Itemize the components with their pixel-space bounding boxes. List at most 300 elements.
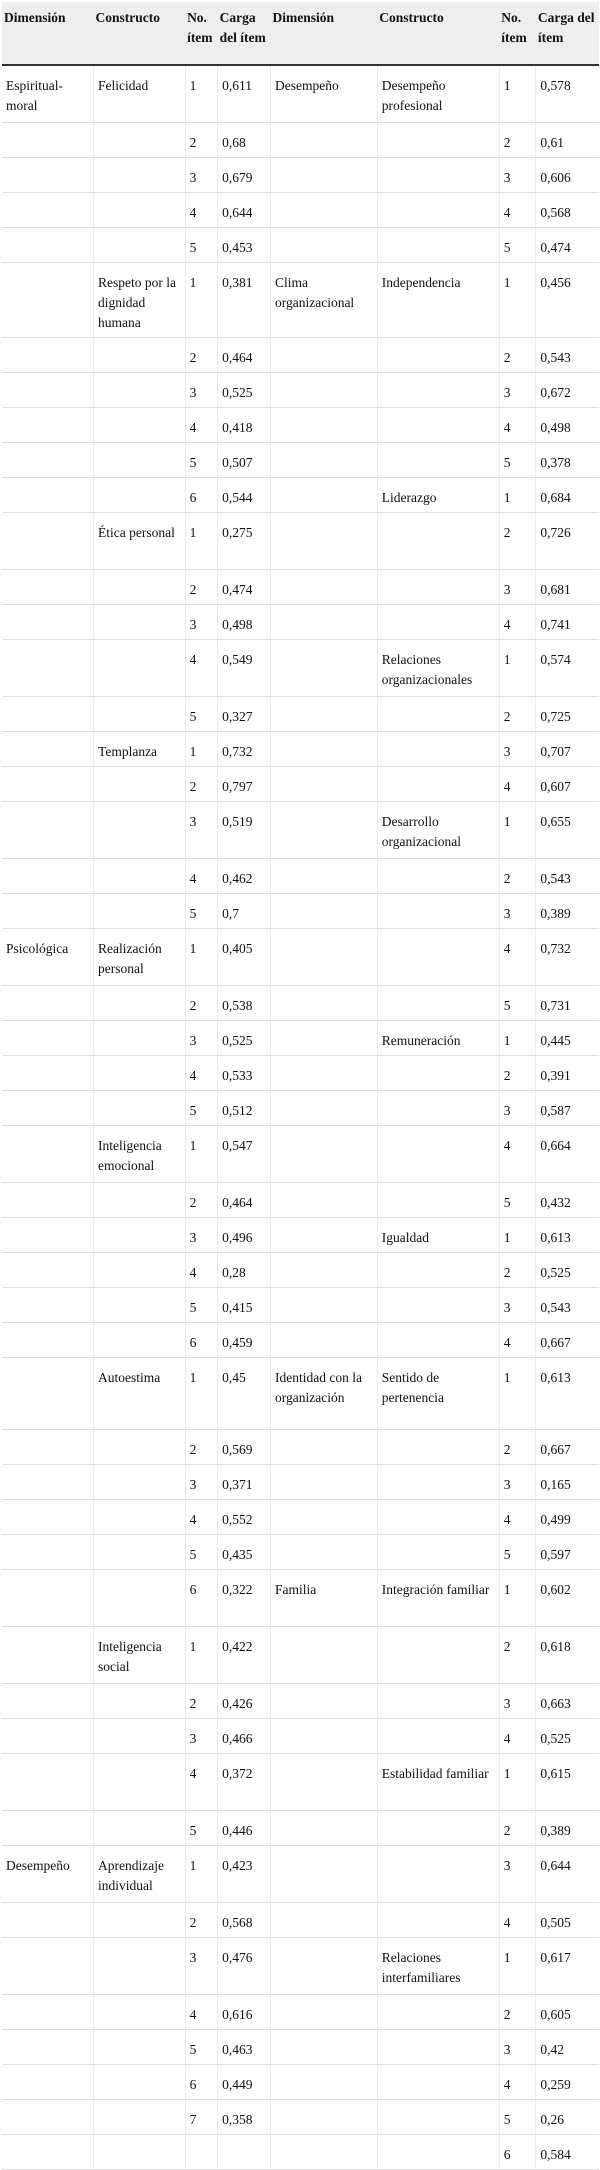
cell-dimension-left xyxy=(2,1499,94,1534)
cell-item-load-left: 0,28 xyxy=(218,1252,271,1287)
cell-item-number-left: 1 xyxy=(185,1845,218,1902)
cell-item-number-left: 4 xyxy=(185,1499,218,1534)
cell-item-load-right: 0,617 xyxy=(536,1937,599,1994)
table-row xyxy=(2,1020,599,1055)
cell-item-load-right: 0,663 xyxy=(536,1683,599,1718)
cell-item-number-left: 5 xyxy=(185,1534,218,1569)
cell-item-number-left: 6 xyxy=(185,1322,218,1357)
table-body xyxy=(2,65,599,2169)
table-row xyxy=(2,65,599,122)
table-row xyxy=(2,1055,599,1090)
cell-dimension-left xyxy=(2,1182,94,1217)
cell-dimension-left xyxy=(2,1125,94,1182)
cell-item-load-right: 0,61 xyxy=(536,122,599,157)
cell-construct-right xyxy=(377,1683,499,1718)
cell-construct-right: Igualdad xyxy=(377,1217,499,1252)
cell-dimension-right xyxy=(270,1055,377,1090)
header-item-number-left: No. ítem xyxy=(185,2,218,65)
cell-item-number-right: 5 xyxy=(499,985,536,1020)
cell-item-number-left: 3 xyxy=(185,1718,218,1753)
cell-dimension-left xyxy=(2,1534,94,1569)
cell-construct-left xyxy=(94,1217,186,1252)
cell-item-number-left: 4 xyxy=(185,192,218,227)
table-row xyxy=(2,477,599,512)
cell-dimension-right xyxy=(270,1090,377,1125)
cell-construct-right xyxy=(377,372,499,407)
cell-item-number-left: 3 xyxy=(185,1937,218,1994)
cell-item-load-right: 0,574 xyxy=(536,639,599,696)
table-row xyxy=(2,893,599,928)
cell-construct-right: Relaciones interfamiliares xyxy=(377,1937,499,1994)
cell-construct-left xyxy=(94,477,186,512)
cell-item-load-left: 0,327 xyxy=(218,696,271,731)
table-row xyxy=(2,1626,599,1683)
cell-item-load-left: 0,732 xyxy=(218,731,271,766)
cell-item-number-left: 2 xyxy=(185,766,218,801)
cell-construct-right xyxy=(377,442,499,477)
cell-construct-right: Desempeño profesional xyxy=(377,65,499,122)
cell-construct-left: Ética personal xyxy=(94,512,186,569)
table-row xyxy=(2,2029,599,2064)
cell-item-number-right: 1 xyxy=(499,1020,536,1055)
cell-item-number-left: 6 xyxy=(185,477,218,512)
cell-dimension-left xyxy=(2,801,94,858)
cell-construct-left xyxy=(94,858,186,893)
cell-construct-right xyxy=(377,2064,499,2099)
cell-construct-right: Remuneración xyxy=(377,1020,499,1055)
cell-construct-left xyxy=(94,1683,186,1718)
cell-dimension-left xyxy=(2,262,94,337)
cell-item-number-right: 6 xyxy=(499,2134,536,2169)
cell-construct-left xyxy=(94,1090,186,1125)
cell-construct-left: Respeto por la dignidad humana xyxy=(94,262,186,337)
cell-item-number-left: 4 xyxy=(185,1252,218,1287)
cell-dimension-right xyxy=(270,442,377,477)
cell-construct-left xyxy=(94,1464,186,1499)
cell-item-number-right: 2 xyxy=(499,858,536,893)
cell-item-number-right: 3 xyxy=(499,157,536,192)
cell-item-load-right: 0,613 xyxy=(536,1357,599,1429)
cell-construct-left xyxy=(94,1937,186,1994)
table-row xyxy=(2,1753,599,1810)
cell-dimension-right xyxy=(270,766,377,801)
cell-dimension-left xyxy=(2,1322,94,1357)
cell-item-number-left: 5 xyxy=(185,1287,218,1322)
cell-construct-left xyxy=(94,569,186,604)
cell-item-number-left: 3 xyxy=(185,1020,218,1055)
header-row xyxy=(2,2,599,65)
cell-dimension-right xyxy=(270,122,377,157)
cell-item-load-right: 0,606 xyxy=(536,157,599,192)
cell-item-number-right: 3 xyxy=(499,1287,536,1322)
cell-construct-right xyxy=(377,731,499,766)
cell-dimension-right xyxy=(270,1182,377,1217)
cell-dimension-right xyxy=(270,157,377,192)
cell-item-number-left: 4 xyxy=(185,858,218,893)
cell-item-number-right: 3 xyxy=(499,2029,536,2064)
cell-dimension-right xyxy=(270,1626,377,1683)
cell-item-load-left: 0,498 xyxy=(218,604,271,639)
cell-dimension-right xyxy=(270,928,377,985)
cell-dimension-right xyxy=(270,1753,377,1810)
cell-item-number-left: 3 xyxy=(185,157,218,192)
cell-dimension-left xyxy=(2,1994,94,2029)
cell-item-number-right: 1 xyxy=(499,1357,536,1429)
cell-item-load-left: 0,446 xyxy=(218,1810,271,1845)
cell-construct-left xyxy=(94,1020,186,1055)
cell-item-load-left: 0,275 xyxy=(218,512,271,569)
cell-dimension-right xyxy=(270,1902,377,1937)
cell-construct-right xyxy=(377,928,499,985)
cell-dimension-right xyxy=(270,569,377,604)
cell-construct-right xyxy=(377,2029,499,2064)
cell-item-number-left xyxy=(185,2134,218,2169)
cell-item-load-right: 0,726 xyxy=(536,512,599,569)
table-row xyxy=(2,337,599,372)
cell-item-load-right: 0,432 xyxy=(536,1182,599,1217)
cell-dimension-right xyxy=(270,407,377,442)
cell-dimension-right xyxy=(270,477,377,512)
cell-item-load-right: 0,499 xyxy=(536,1499,599,1534)
cell-construct-right xyxy=(377,122,499,157)
cell-dimension-left xyxy=(2,1937,94,1994)
cell-construct-right xyxy=(377,893,499,928)
cell-construct-left xyxy=(94,122,186,157)
cell-item-load-right: 0,684 xyxy=(536,477,599,512)
cell-dimension-right xyxy=(270,337,377,372)
cell-construct-left xyxy=(94,1718,186,1753)
cell-item-number-left: 3 xyxy=(185,801,218,858)
cell-item-load-left: 0,474 xyxy=(218,569,271,604)
cell-construct-right xyxy=(377,1902,499,1937)
cell-item-load-right: 0,602 xyxy=(536,1569,599,1626)
cell-construct-left: Inteligencia emocional xyxy=(94,1125,186,1182)
cell-construct-right xyxy=(377,192,499,227)
cell-item-number-right: 1 xyxy=(499,639,536,696)
cell-dimension-right xyxy=(270,1683,377,1718)
cell-dimension-left xyxy=(2,1020,94,1055)
cell-construct-left xyxy=(94,2134,186,2169)
cell-construct-left xyxy=(94,1499,186,1534)
cell-item-load-left: 0,476 xyxy=(218,1937,271,1994)
cell-item-number-left: 1 xyxy=(185,1626,218,1683)
cell-item-load-right: 0,644 xyxy=(536,1845,599,1902)
cell-item-load-right: 0,525 xyxy=(536,1252,599,1287)
cell-dimension-right: Clima organizacional xyxy=(270,262,377,337)
cell-item-number-right: 1 xyxy=(499,1937,536,1994)
table-row xyxy=(2,1322,599,1357)
cell-item-load-right: 0,681 xyxy=(536,569,599,604)
cell-construct-left xyxy=(94,2099,186,2134)
cell-dimension-left xyxy=(2,1429,94,1464)
cell-construct-right xyxy=(377,2099,499,2134)
cell-construct-right xyxy=(377,1534,499,1569)
cell-item-number-left: 5 xyxy=(185,227,218,262)
cell-dimension-right xyxy=(270,1810,377,1845)
cell-item-load-left: 0,68 xyxy=(218,122,271,157)
cell-item-number-left: 2 xyxy=(185,1182,218,1217)
cell-item-number-left: 7 xyxy=(185,2099,218,2134)
cell-construct-left: Aprendizaje individual xyxy=(94,1845,186,1902)
cell-construct-left xyxy=(94,1753,186,1810)
cell-item-number-left: 3 xyxy=(185,372,218,407)
cell-construct-left xyxy=(94,1322,186,1357)
cell-dimension-left xyxy=(2,1569,94,1626)
cell-construct-right xyxy=(377,1182,499,1217)
cell-item-number-right: 1 xyxy=(499,1217,536,1252)
cell-dimension-right xyxy=(270,1937,377,1994)
cell-construct-left xyxy=(94,337,186,372)
cell-dimension-right xyxy=(270,1217,377,1252)
cell-dimension-right xyxy=(270,1464,377,1499)
cell-item-number-right: 5 xyxy=(499,2099,536,2134)
cell-dimension-left xyxy=(2,2064,94,2099)
cell-item-number-right: 2 xyxy=(499,1055,536,1090)
cell-item-load-left: 0,422 xyxy=(218,1626,271,1683)
cell-construct-right xyxy=(377,1252,499,1287)
cell-item-number-right: 2 xyxy=(499,1429,536,1464)
cell-dimension-left xyxy=(2,1753,94,1810)
table-row xyxy=(2,1287,599,1322)
cell-construct-right xyxy=(377,696,499,731)
header-item-load-left: Carga del ítem xyxy=(218,2,271,65)
table-row xyxy=(2,731,599,766)
table-row xyxy=(2,928,599,985)
cell-construct-right xyxy=(377,407,499,442)
cell-item-load-left: 0,512 xyxy=(218,1090,271,1125)
cell-item-number-left: 6 xyxy=(185,2064,218,2099)
cell-item-number-left: 1 xyxy=(185,512,218,569)
cell-dimension-right xyxy=(270,1845,377,1902)
cell-item-load-left: 0,322 xyxy=(218,1569,271,1626)
cell-construct-left xyxy=(94,1287,186,1322)
cell-construct-right xyxy=(377,1845,499,1902)
cell-dimension-right xyxy=(270,1125,377,1182)
table-row xyxy=(2,1902,599,1937)
table-row xyxy=(2,407,599,442)
cell-item-number-left: 1 xyxy=(185,928,218,985)
cell-item-load-right: 0,667 xyxy=(536,1322,599,1357)
cell-item-number-left: 1 xyxy=(185,1357,218,1429)
cell-item-number-right: 1 xyxy=(499,262,536,337)
cell-item-load-right: 0,597 xyxy=(536,1534,599,1569)
table-row xyxy=(2,2099,599,2134)
cell-construct-right xyxy=(377,1322,499,1357)
cell-item-load-right: 0,165 xyxy=(536,1464,599,1499)
cell-construct-right xyxy=(377,766,499,801)
cell-item-number-right: 3 xyxy=(499,1683,536,1718)
cell-dimension-left xyxy=(2,192,94,227)
cell-dimension-left xyxy=(2,893,94,928)
cell-item-number-left: 2 xyxy=(185,1683,218,1718)
table-row xyxy=(2,2134,599,2169)
cell-construct-left xyxy=(94,604,186,639)
cell-item-load-right: 0,26 xyxy=(536,2099,599,2134)
cell-item-number-right: 2 xyxy=(499,1810,536,1845)
table-row xyxy=(2,227,599,262)
cell-item-load-left: 0,418 xyxy=(218,407,271,442)
cell-item-load-right: 0,259 xyxy=(536,2064,599,2099)
cell-construct-right xyxy=(377,1810,499,1845)
cell-dimension-right xyxy=(270,696,377,731)
cell-item-load-left: 0,449 xyxy=(218,2064,271,2099)
cell-dimension-right: Desempeño xyxy=(270,65,377,122)
cell-dimension-right xyxy=(270,2099,377,2134)
cell-item-load-right: 0,664 xyxy=(536,1125,599,1182)
cell-item-load-right: 0,607 xyxy=(536,766,599,801)
cell-dimension-left xyxy=(2,442,94,477)
cell-construct-right xyxy=(377,337,499,372)
cell-dimension-right xyxy=(270,1718,377,1753)
cell-item-number-right: 2 xyxy=(499,337,536,372)
cell-item-number-right: 5 xyxy=(499,227,536,262)
cell-item-number-left: 5 xyxy=(185,1090,218,1125)
cell-dimension-left xyxy=(2,1718,94,1753)
cell-construct-left xyxy=(94,1994,186,2029)
cell-item-load-left: 0,45 xyxy=(218,1357,271,1429)
cell-construct-left xyxy=(94,1902,186,1937)
cell-item-load-left: 0,466 xyxy=(218,1718,271,1753)
table-row xyxy=(2,801,599,858)
cell-item-load-left xyxy=(218,2134,271,2169)
cell-item-number-right: 1 xyxy=(499,801,536,858)
cell-dimension-left xyxy=(2,1357,94,1429)
table-row xyxy=(2,192,599,227)
cell-dimension-left xyxy=(2,2029,94,2064)
cell-item-load-left: 0,464 xyxy=(218,1182,271,1217)
cell-item-number-left: 3 xyxy=(185,1464,218,1499)
cell-dimension-right xyxy=(270,801,377,858)
cell-item-number-left: 2 xyxy=(185,1429,218,1464)
cell-item-number-left: 2 xyxy=(185,122,218,157)
cell-construct-right xyxy=(377,1125,499,1182)
cell-item-load-left: 0,372 xyxy=(218,1753,271,1810)
table-row xyxy=(2,1937,599,1994)
table-row xyxy=(2,1499,599,1534)
cell-dimension-right xyxy=(270,1020,377,1055)
cell-construct-left xyxy=(94,1534,186,1569)
cell-item-number-right: 4 xyxy=(499,1322,536,1357)
table-row xyxy=(2,569,599,604)
cell-item-number-right: 2 xyxy=(499,1626,536,1683)
table-row xyxy=(2,1182,599,1217)
cell-item-load-right: 0,498 xyxy=(536,407,599,442)
cell-dimension-left xyxy=(2,372,94,407)
cell-construct-left xyxy=(94,192,186,227)
cell-construct-right xyxy=(377,2134,499,2169)
cell-dimension-right xyxy=(270,1252,377,1287)
cell-item-number-left: 5 xyxy=(185,1810,218,1845)
cell-item-load-left: 0,569 xyxy=(218,1429,271,1464)
cell-construct-right xyxy=(377,1994,499,2029)
table-row xyxy=(2,1569,599,1626)
cell-construct-left xyxy=(94,1182,186,1217)
cell-item-number-left: 5 xyxy=(185,2029,218,2064)
cell-dimension-right: Familia xyxy=(270,1569,377,1626)
cell-construct-right xyxy=(377,512,499,569)
cell-item-number-right: 3 xyxy=(499,569,536,604)
cell-dimension-right: Identidad con la organización xyxy=(270,1357,377,1429)
cell-dimension-right xyxy=(270,192,377,227)
cell-dimension-left xyxy=(2,1464,94,1499)
cell-item-number-left: 6 xyxy=(185,1569,218,1626)
cell-construct-left xyxy=(94,985,186,1020)
cell-construct-right: Sentido de pertenencia xyxy=(377,1357,499,1429)
cell-construct-left xyxy=(94,1569,186,1626)
cell-item-number-right: 3 xyxy=(499,731,536,766)
cell-item-load-left: 0,358 xyxy=(218,2099,271,2134)
cell-dimension-left xyxy=(2,1252,94,1287)
cell-construct-left: Inteligencia social xyxy=(94,1626,186,1683)
table-row xyxy=(2,157,599,192)
table-row xyxy=(2,1217,599,1252)
table-row xyxy=(2,1429,599,1464)
cell-dimension-left xyxy=(2,1090,94,1125)
cell-item-number-right: 4 xyxy=(499,192,536,227)
cell-item-number-left: 4 xyxy=(185,407,218,442)
table-row xyxy=(2,766,599,801)
cell-item-number-left: 2 xyxy=(185,569,218,604)
cell-item-number-right: 2 xyxy=(499,122,536,157)
cell-item-load-left: 0,538 xyxy=(218,985,271,1020)
cell-construct-left xyxy=(94,2029,186,2064)
cell-item-load-right: 0,613 xyxy=(536,1217,599,1252)
cell-item-number-left: 5 xyxy=(185,696,218,731)
cell-construct-left: Autoestima xyxy=(94,1357,186,1429)
cell-construct-left xyxy=(94,227,186,262)
cell-item-load-left: 0,679 xyxy=(218,157,271,192)
cell-construct-right xyxy=(377,985,499,1020)
cell-dimension-left xyxy=(2,604,94,639)
cell-item-load-right: 0,456 xyxy=(536,262,599,337)
cell-construct-right xyxy=(377,1090,499,1125)
cell-item-number-right: 2 xyxy=(499,1994,536,2029)
cell-item-load-right: 0,672 xyxy=(536,372,599,407)
cell-item-load-left: 0,464 xyxy=(218,337,271,372)
cell-dimension-left xyxy=(2,858,94,893)
cell-item-number-right: 3 xyxy=(499,1845,536,1902)
cell-dimension-right xyxy=(270,1287,377,1322)
cell-construct-right xyxy=(377,1499,499,1534)
table-row xyxy=(2,1994,599,2029)
cell-item-number-right: 5 xyxy=(499,1182,536,1217)
cell-item-number-right: 4 xyxy=(499,766,536,801)
cell-construct-right xyxy=(377,604,499,639)
cell-item-load-right: 0,42 xyxy=(536,2029,599,2064)
table-row xyxy=(2,1534,599,1569)
cell-construct-left xyxy=(94,766,186,801)
cell-item-number-left: 4 xyxy=(185,1994,218,2029)
cell-item-load-right: 0,731 xyxy=(536,985,599,1020)
cell-item-load-left: 0,435 xyxy=(218,1534,271,1569)
table-row xyxy=(2,1810,599,1845)
cell-item-number-left: 1 xyxy=(185,262,218,337)
header-dimension-right: Dimensión xyxy=(270,2,377,65)
cell-item-load-left: 0,644 xyxy=(218,192,271,227)
cell-item-number-left: 3 xyxy=(185,604,218,639)
cell-item-load-right: 0,741 xyxy=(536,604,599,639)
cell-item-load-left: 0,462 xyxy=(218,858,271,893)
cell-dimension-right xyxy=(270,604,377,639)
cell-dimension-right xyxy=(270,227,377,262)
cell-construct-left xyxy=(94,372,186,407)
cell-item-number-right: 3 xyxy=(499,1090,536,1125)
cell-construct-left: Felicidad xyxy=(94,65,186,122)
cell-construct-right: Independencia xyxy=(377,262,499,337)
cell-item-load-left: 0,616 xyxy=(218,1994,271,2029)
table-row xyxy=(2,858,599,893)
cell-construct-left xyxy=(94,2064,186,2099)
